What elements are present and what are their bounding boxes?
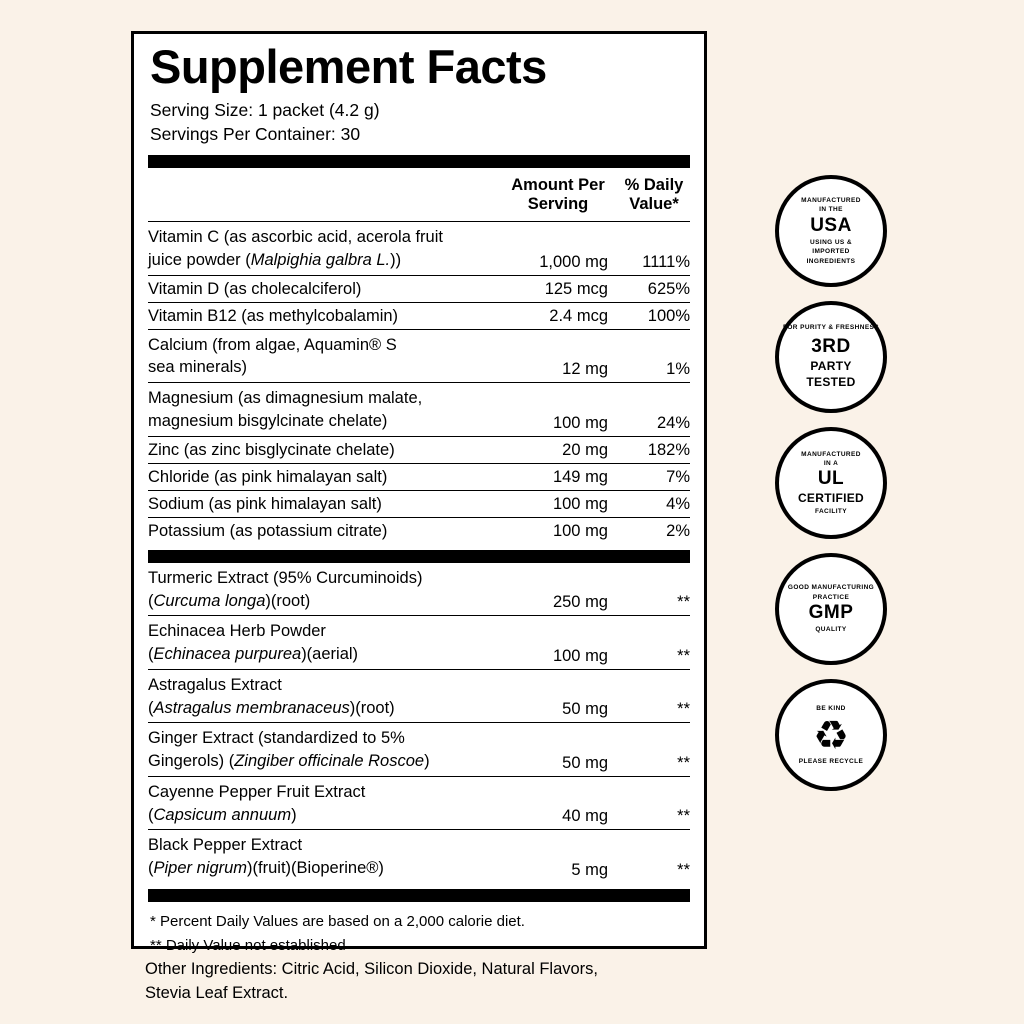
nutrient-amount: 125 mcg <box>498 275 618 302</box>
ingredient-dv: ** <box>677 860 690 879</box>
ingredient-amount: 50 mg <box>498 669 618 723</box>
nutrient-amount: 1,000 mg <box>498 222 618 276</box>
nutrient-dv: 100% <box>618 302 690 329</box>
text: ( <box>148 859 154 878</box>
nutrient-amount: 2.4 mcg <box>498 302 618 329</box>
certification-badges <box>775 175 891 805</box>
usa-badge-line-b3: INGREDIENTS <box>806 257 856 265</box>
latin-name: Zingiber officinale Roscoe <box>234 752 425 771</box>
mid-thick-rule <box>148 550 690 563</box>
table-row <box>148 490 690 517</box>
header-blank <box>148 168 498 222</box>
ingredient-amount: 250 mg <box>498 563 618 616</box>
recycle-badge-icon <box>775 679 887 791</box>
other-ingredients <box>145 958 765 1006</box>
nutrient-name-line1: Magnesium (as dimagnesium malate, <box>148 389 423 408</box>
ingredient-name-line2 <box>148 590 498 613</box>
ingredient-dv: ** <box>618 723 690 777</box>
footnote-daily-value: * Percent Daily Values are based on a 2,000 calorie diet. <box>150 912 525 930</box>
text: )(root) <box>349 698 395 717</box>
nutrient-dv: 2% <box>666 521 690 540</box>
ingredient-amount: 50 mg <box>498 723 618 777</box>
nutrient-dv: 4% <box>618 490 690 517</box>
table-row <box>148 222 690 276</box>
ingredient-name <box>148 563 498 616</box>
nutrient-name-line1: Calcium (from algae, Aquamin® S <box>148 335 397 354</box>
panel-inner <box>134 34 704 958</box>
gmp-badge-line-top2: PRACTICE <box>812 593 850 601</box>
table-row <box>148 463 690 490</box>
nutrient-name <box>148 222 498 276</box>
nutrient-amount: 100 mg <box>552 521 608 540</box>
ingredient-name-line2 <box>148 697 498 720</box>
table-header-row <box>148 168 690 222</box>
nutrient-name: Chloride (as pink himalayan salt) <box>148 463 498 490</box>
text: Gingerols) ( <box>148 752 235 771</box>
header-dv-line1: % Daily <box>624 175 684 194</box>
ingredient-amount: 40 mg <box>498 776 618 830</box>
table-row <box>148 669 690 723</box>
nutrient-name: Vitamin D (as cholecalciferol) <box>148 275 498 302</box>
header-dv-line2: Value* <box>629 195 679 214</box>
usa-badge-line-b1: USING US & <box>810 238 852 246</box>
latin-name: Echinacea purpurea <box>153 645 302 664</box>
nutrient-name: Sodium (as pink himalayan salt) <box>148 490 498 517</box>
text: )(root) <box>265 591 311 610</box>
nutrient-amount: 20 mg <box>498 436 618 463</box>
nutrient-name-line2: sea minerals) <box>148 358 248 377</box>
tpt-badge-arc-top: FOR PURITY & FRESHNESS <box>782 324 880 332</box>
nutrient-dv: 625% <box>618 275 690 302</box>
table-row <box>148 436 690 463</box>
table-row <box>148 329 690 383</box>
usa-badge-main: USA <box>810 214 852 236</box>
text: )(fruit)(Bioperine®) <box>247 859 384 878</box>
ul-badge-arc-top: MANUFACTURED <box>801 450 861 458</box>
nutrient-amount: 100 mg <box>498 383 618 437</box>
nutrient-name: Zinc (as zinc bisglycinate chelate) <box>148 436 498 463</box>
ul-badge-line-b1: FACILITY <box>814 508 848 516</box>
nutrient-amount: 100 mg <box>498 490 618 517</box>
recycle-symbol-icon: ♻ <box>813 713 849 758</box>
text: )(aerial) <box>301 645 359 664</box>
ul-badge-line-top2: IN A <box>823 459 839 467</box>
text: ) <box>424 752 430 771</box>
panel-title: Supplement Facts <box>150 40 547 93</box>
nutrient-dv: 1111% <box>618 222 690 276</box>
latin-name: Astragalus membranaceus <box>153 698 350 717</box>
header-amount-line2: Serving <box>527 195 589 214</box>
tpt-badge-mid2: TESTED <box>806 375 856 390</box>
ul-badge-mid1: CERTIFIED <box>797 491 865 506</box>
gmp-badge-main: GMP <box>808 602 854 624</box>
servings-per-container: Servings Per Container: 30 <box>150 123 361 144</box>
nutrient-dv: 7% <box>618 463 690 490</box>
other-ingredients-line2: Stevia Leaf Extract. <box>145 983 289 1002</box>
third-party-tested-badge-icon <box>775 301 887 413</box>
text: ( <box>148 591 154 610</box>
footnote-not-established: ** Daily Value not established <box>150 937 346 955</box>
table-row <box>148 776 690 830</box>
usa-badge-icon <box>775 175 887 287</box>
ingredient-name-line1: Turmeric Extract (95% Curcuminoids) <box>148 568 423 587</box>
ingredient-name-line2 <box>148 643 498 666</box>
nutrient-name <box>148 329 498 383</box>
ingredient-name-line1: Black Pepper Extract <box>148 836 303 855</box>
ingredient-name <box>148 776 498 830</box>
other-ingredients-line1: Other Ingredients: Citric Acid, Silicon Dioxide, Natural Flavors, <box>145 960 599 978</box>
vitamins-table <box>148 168 690 544</box>
gmp-badge-line-b1: QUALITY <box>815 626 847 634</box>
ingredient-name <box>148 830 498 883</box>
latin-name: Capsicum annuum <box>153 805 292 824</box>
nutrient-amount: 149 mg <box>498 463 618 490</box>
ingredient-name-line1: Ginger Extract (standardized to 5% <box>148 729 405 748</box>
serving-size: Serving Size: 1 packet (4.2 g) <box>150 100 380 121</box>
ingredient-name <box>148 723 498 777</box>
ingredient-name <box>148 669 498 723</box>
gmp-badge-icon <box>775 553 887 665</box>
tpt-badge-mid1: PARTY <box>810 359 852 374</box>
nutrient-name <box>148 383 498 437</box>
nutrient-dv: 182% <box>618 436 690 463</box>
usa-badge-line-b2: IMPORTED <box>812 248 850 256</box>
bottom-thick-rule <box>148 889 690 902</box>
nutrient-name-line2 <box>148 249 498 272</box>
nutrient-name: Vitamin B12 (as methylcobalamin) <box>148 302 498 329</box>
latin-name: Piper nigrum <box>153 859 248 878</box>
text: ) <box>291 805 297 824</box>
nutrient-dv: 24% <box>618 383 690 437</box>
nutrient-name: Potassium (as potassium citrate) <box>148 521 388 540</box>
nutrient-dv: 1% <box>618 329 690 383</box>
table-row <box>148 302 690 329</box>
ingredient-amount: 100 mg <box>498 616 618 670</box>
table-row <box>148 563 690 616</box>
ingredient-name-line2 <box>148 750 498 773</box>
ingredient-dv: ** <box>618 776 690 830</box>
ingredient-amount: 5 mg <box>571 860 608 879</box>
latin-name: Malpighia galbra L. <box>250 250 391 269</box>
ingredient-dv: ** <box>618 669 690 723</box>
text: juice powder ( <box>148 250 251 269</box>
latin-name: Curcuma longa <box>153 591 266 610</box>
table-row <box>148 830 690 883</box>
table-row <box>148 383 690 437</box>
botanicals-table <box>148 563 690 883</box>
ul-certified-badge-icon <box>775 427 887 539</box>
nutrient-name-line2: magnesium bisgylcinate chelate) <box>148 412 388 431</box>
top-thick-rule <box>148 155 690 168</box>
recycle-badge-line-b1: PLEASE RECYCLE <box>798 757 864 765</box>
table-row <box>148 275 690 302</box>
text: ( <box>148 698 154 717</box>
supplement-facts-panel <box>131 31 707 955</box>
table-row <box>148 723 690 777</box>
header-daily-value <box>618 168 690 222</box>
gmp-badge-arc-top: GOOD MANUFACTURING <box>787 584 875 592</box>
tpt-badge-main: 3RD <box>811 336 851 358</box>
header-amount-per-serving <box>498 168 618 222</box>
ingredient-name-line1: Cayenne Pepper Fruit Extract <box>148 782 366 801</box>
ingredient-dv: ** <box>618 563 690 616</box>
ingredient-name-line1: Astragalus Extract <box>148 675 282 694</box>
table-row <box>148 517 690 544</box>
ingredient-dv: ** <box>618 616 690 670</box>
ingredient-name <box>148 616 498 670</box>
usa-badge-line-top2: IN THE <box>819 206 843 214</box>
nutrient-amount: 12 mg <box>498 329 618 383</box>
ul-badge-main: UL <box>817 468 845 490</box>
nutrient-name-line1: Vitamin C (as ascorbic acid, acerola fruit <box>148 228 443 247</box>
ingredient-name-line2 <box>148 804 498 827</box>
table-row <box>148 616 690 670</box>
header-amount-line1: Amount Per <box>511 175 605 194</box>
text: ( <box>148 645 154 664</box>
ingredient-name-line2 <box>148 857 498 880</box>
text: )) <box>390 250 402 269</box>
usa-badge-arc-top: MANUFACTURED <box>801 197 861 204</box>
recycle-badge-arc-top: BE KIND <box>816 705 846 713</box>
ingredient-name-line1: Echinacea Herb Powder <box>148 622 326 641</box>
text: ( <box>148 805 154 824</box>
